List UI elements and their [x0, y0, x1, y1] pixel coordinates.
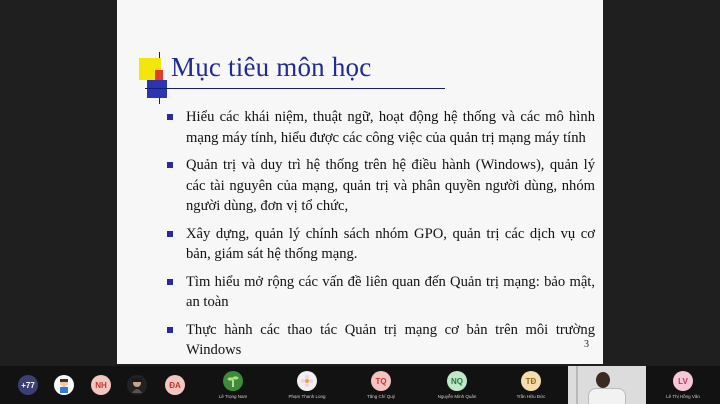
participant-avatar: NQ — [447, 371, 467, 391]
presentation-slide — [117, 0, 603, 364]
participant-tile[interactable] — [420, 366, 494, 404]
bullet-square-icon — [167, 162, 173, 168]
participant-avatar: LV — [673, 371, 693, 391]
bullet-square-icon — [167, 114, 173, 120]
participant-tile[interactable] — [346, 366, 416, 404]
plant-avatar-icon — [223, 371, 243, 391]
video-person-head — [596, 372, 610, 388]
bullet-square-icon — [167, 279, 173, 285]
participant-name: Lê Thị Hồng Vân — [666, 394, 700, 399]
participant-tile[interactable] — [160, 366, 190, 404]
participant-tile[interactable] — [86, 366, 116, 404]
bullet-list — [165, 107, 595, 368]
participant-avatar: ĐA — [165, 375, 185, 395]
participant-tile[interactable] — [198, 366, 268, 404]
participant-name: Phạm Thanh Long — [288, 394, 326, 399]
participant-name: Nguyễn Minh Quân — [437, 394, 477, 399]
participant-name: Lê Trọng Nam — [218, 394, 248, 399]
photo-avatar-icon — [127, 375, 147, 395]
bullet-item: Tìm hiểu mở rộng các vấn đề liên quan đến Quản trị mạng: bảo mật, an toàn — [165, 272, 595, 313]
title-decoration-square — [147, 80, 167, 98]
participant-name: Tăng Chí Quý — [366, 394, 395, 399]
slide-page-number: 3 — [584, 339, 589, 350]
bullet-item: Thực hành các thao tác Quản trị mạng cơ bản trên môi trường Windows — [165, 320, 595, 361]
participant-tile[interactable] — [122, 366, 152, 404]
participant-avatar: TĐ — [521, 371, 541, 391]
bullet-item: Xây dựng, quản lý chính sách nhóm GPO, quản trị các dịch vụ cơ bản, giám sát hệ thống mạng. — [165, 224, 595, 265]
participant-tile[interactable] — [648, 366, 718, 404]
participant-tile[interactable] — [272, 366, 342, 404]
flower-avatar-icon — [297, 371, 317, 391]
participant-video-tile[interactable] — [568, 366, 646, 404]
bullet-square-icon — [167, 231, 173, 237]
participant-avatar: NH — [91, 375, 111, 395]
participant-name: Trần Hữu Đức — [516, 394, 546, 399]
more-participants-count: +77 — [18, 375, 38, 395]
bullet-square-icon — [167, 327, 173, 333]
participant-tile[interactable] — [496, 366, 566, 404]
title-decoration-line — [145, 88, 445, 89]
bullet-item: Hiểu các khái niệm, thuật ngữ, hoạt động hệ thống và các mô hình mạng máy tính, hiểu được các công việc của quản trị mạng máy tính — [165, 107, 595, 148]
bullet-item: Quản trị và duy trì hệ thống trên hệ điều hành (Windows), quản lý các tài nguyên của mạng, quản trị và phân quyền người dùng, nhóm người dùng, đơn vị tổ chức, — [165, 155, 595, 217]
more-participants-button[interactable] — [12, 366, 44, 404]
slide-title: Mục tiêu môn học — [171, 52, 372, 82]
participant-tile[interactable] — [50, 366, 78, 404]
participant-avatar: TQ — [371, 371, 391, 391]
cartoon-avatar-icon — [54, 375, 74, 395]
video-background-pole — [576, 366, 578, 404]
video-person-body — [588, 388, 626, 404]
